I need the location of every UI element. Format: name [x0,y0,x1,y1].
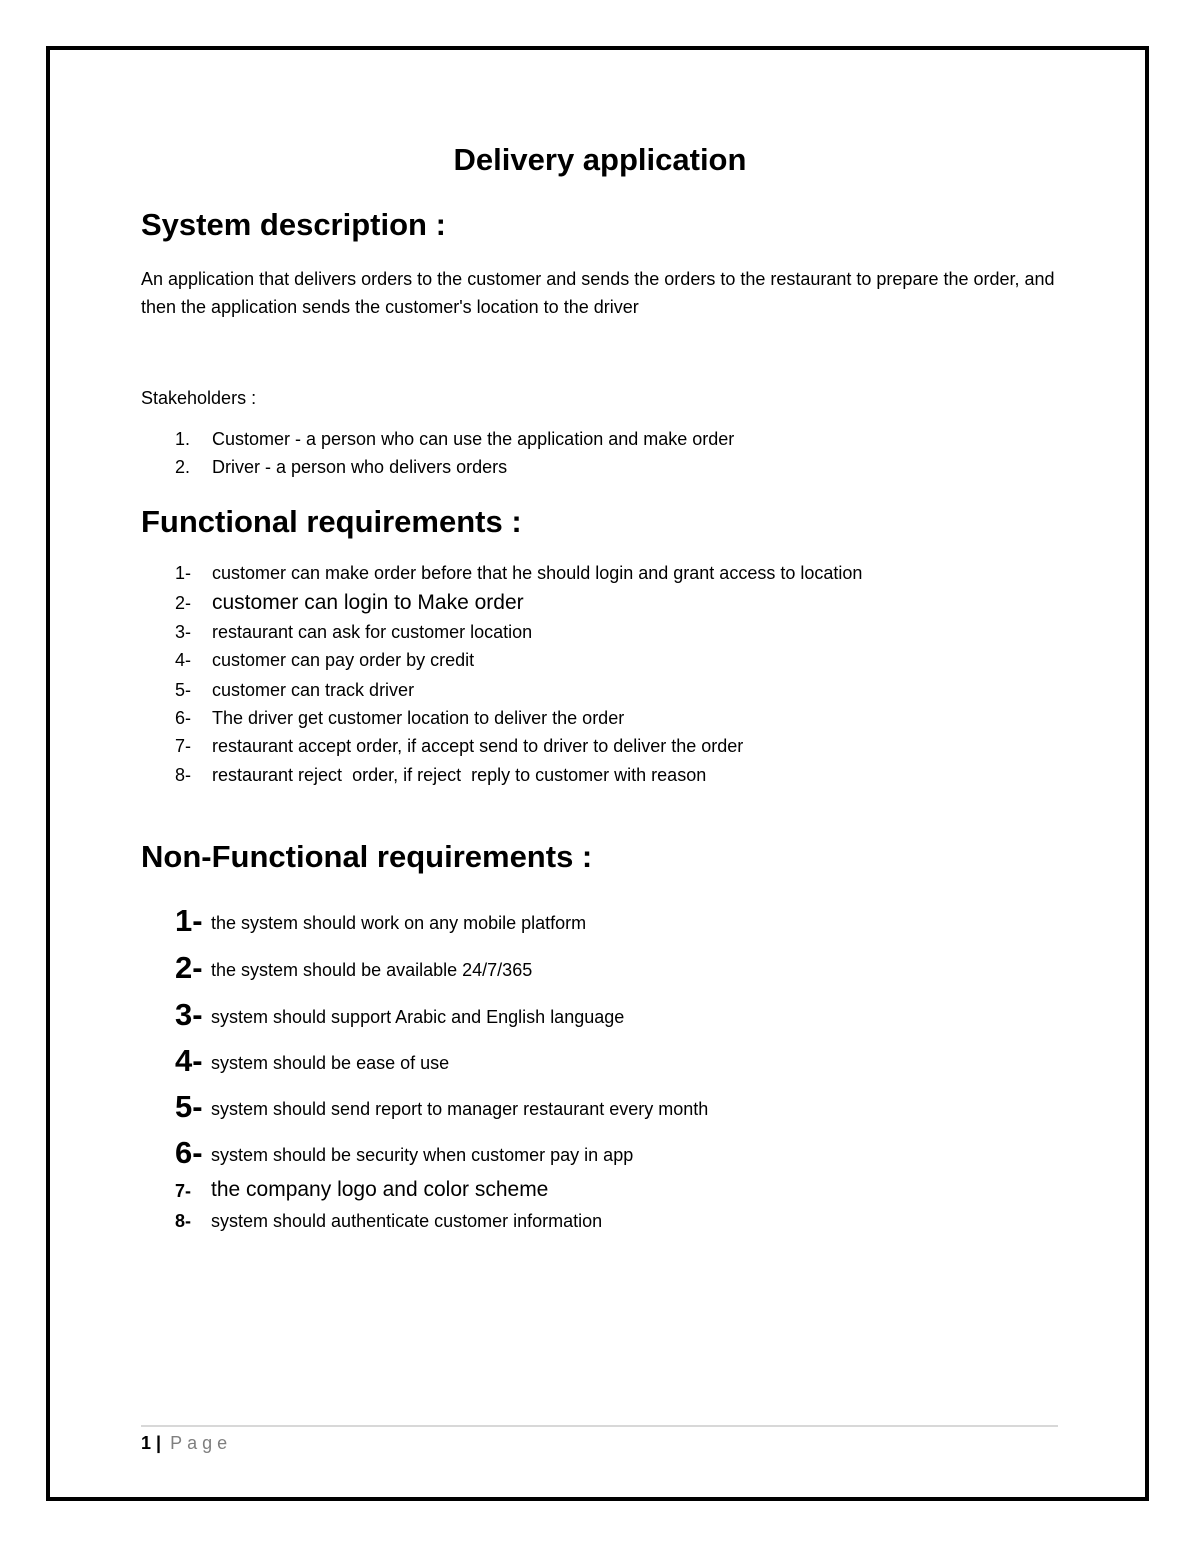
document-title: Delivery application [453,142,747,177]
stakeholders-label: Stakeholders : [141,388,257,408]
list-item-number: 6- [175,708,192,728]
list-item-number: 7- [175,736,192,756]
list-item-text: system should support Arabic and English language [211,1007,625,1027]
list-item-text: system should be ease of use [211,1053,450,1073]
list-item-text: the system should work on any mobile platform [211,913,587,933]
footer-separator: | [156,1433,162,1453]
list-item-text: Customer - a person who can use the application and make order [212,429,735,449]
list-item-number: 8- [175,765,192,785]
nonfunctional-heading: Non-Functional requirements : [141,839,593,874]
list-item-text: customer can pay order by credit [212,650,475,670]
list-item-number: 1- [175,563,192,583]
list-item-number: 8- [175,1211,192,1231]
list-item-text: restaurant accept order, if accept send to driver to deliver the order [212,736,744,756]
list-item-number: 3- [175,622,192,642]
page-label: Page [170,1433,233,1453]
list-item-number: 3- [175,997,203,1032]
list-item-number: 1- [175,903,203,938]
list-item-text: customer can make order before that he should login and grant access to location [212,563,863,583]
list-item [0,1211,1200,1241]
list-item [175,622,533,643]
page-number: 1 [141,1433,152,1453]
list-item-text: the company logo and color scheme [211,1178,549,1201]
list-item [175,650,475,671]
list-item-text: customer can track driver [212,680,415,700]
footer-divider [141,1425,1058,1427]
list-item [0,1179,1200,1209]
list-item [175,736,744,757]
list-item [175,457,508,478]
list-item-text: restaurant can ask for customer location [212,622,533,642]
list-item [0,1135,1200,1175]
list-item [175,680,415,701]
list-item-number: 5- [175,680,192,700]
list-item-text: restaurant reject order, if reject reply to customer with reason [212,765,707,785]
list-item [175,563,863,584]
list-item-number: 5- [175,1089,203,1124]
list-item [0,903,1200,943]
list-item-number: 6- [175,1135,203,1170]
list-item [175,708,625,729]
list-item-text: The driver get customer location to deliver the order [212,708,625,728]
page-footer [141,1433,232,1454]
list-item-text: system should authenticate customer information [211,1211,603,1231]
list-item-number: 4- [175,650,192,670]
list-item-text: Driver - a person who delivers orders [212,457,508,477]
list-item-text: system should send report to manager restaurant every month [211,1099,709,1119]
list-item-number: 7- [175,1181,192,1201]
list-item [0,1043,1200,1083]
list-item [0,950,1200,990]
system-description-text: An application that delivers orders to the customer and sends the orders to the restaurant to prepare the order, and then the application sends the customer's location to the driver [141,269,1055,317]
list-item [0,997,1200,1037]
list-item-number: 2- [175,950,203,985]
list-item-number: 2. [175,457,191,477]
list-item [0,1089,1200,1129]
list-item [175,429,735,450]
list-item-text: customer can login to Make order [212,591,524,614]
functional-heading: Functional requirements : [141,504,522,539]
list-item-number: 2- [175,593,192,613]
list-item-text: system should be security when customer pay in app [211,1145,634,1165]
list-item [175,765,707,786]
list-item-number: 4- [175,1043,203,1078]
list-item-number: 1. [175,429,191,449]
system-description-heading: System description : [141,207,446,242]
list-item [175,591,524,614]
list-item-text: the system should be available 24/7/365 [211,960,533,980]
